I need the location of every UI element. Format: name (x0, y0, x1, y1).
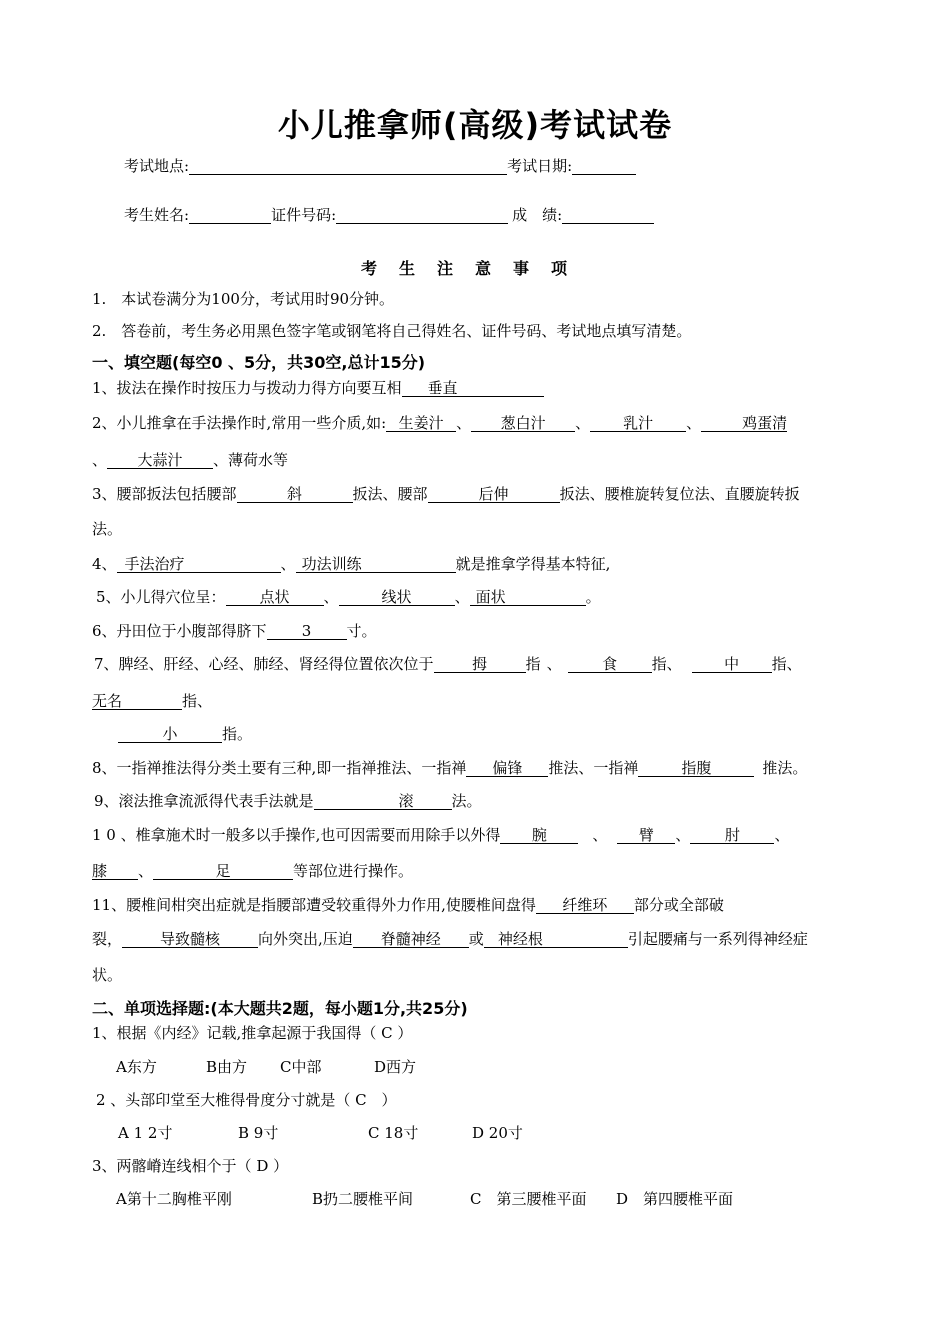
answer-blank: 食 (568, 656, 652, 673)
question-5: 5、小儿得穴位呈： 点状 、 线状 、 面状 。 (96, 588, 601, 606)
question-11-cont: 裂， 导致髓核 向外突出,压迫 脊髓神经 或 神经根 引起腰痛与一系列得神经症 (92, 930, 808, 948)
score-label: 成 绩: (512, 206, 563, 224)
notice-heading: 考生注意事项 (360, 259, 589, 278)
question-3: 3、腰部扳法包括腰部 斜 扳法、腰部 后伸 扳法、腰椎旋转复位法、直腰旋转扳 (92, 485, 800, 503)
answer-blank: 小 (118, 726, 222, 743)
answer-blank: 拇 (434, 656, 526, 673)
answer-blank: 膝 (92, 863, 138, 880)
question-text: 9、滚法推拿流派得代表手法就是 (94, 792, 314, 810)
question-10: 1 0 、椎拿施术时一般多以手操作,也可因需要而用除手以外得 腕 、 臂 、 肘 、 (92, 826, 790, 844)
question-text: 7、脾经、肝经、心经、肺经、肾经得位置依次位于 (94, 655, 434, 673)
answer-blank: 生姜汁 (386, 415, 456, 432)
score-field[interactable] (562, 207, 654, 224)
question-text: 5、小儿得穴位呈： (96, 588, 226, 606)
question-9: 9、滚法推拿流派得代表手法就是 滚 法。 (94, 792, 482, 810)
choice-question-2: 2 、头部印堂至大椎得骨度分寸就是（ C ） (96, 1091, 397, 1109)
answer-blank: 纤维环 (536, 897, 634, 914)
answer-blank: 肘 (690, 827, 774, 844)
choice-options-1 (116, 1056, 416, 1077)
answer-blank: 后伸 (428, 486, 560, 503)
name-label: 考生姓名: (124, 206, 190, 224)
option[interactable]: C中部 (280, 1058, 322, 1076)
question-10-cont: 膝 、 足 等部位进行操作。 (92, 862, 414, 880)
question-11-cont2: 状。 (92, 966, 123, 984)
answer-blank: 3 (267, 623, 347, 640)
answer-blank: 脊髓神经 (353, 931, 469, 948)
question-7-cont2: 小 指。 (118, 723, 252, 744)
answer-blank: 导致髓核 (122, 931, 258, 948)
answer-blank: 中 (692, 656, 772, 673)
notice-item-1: 1. 本试卷满分为100分，考试用时90分钟。 (92, 290, 395, 308)
answer-blank: 点状 (226, 589, 324, 606)
answer-blank: 斜 (237, 486, 353, 503)
section2-heading: 二、单项选择题:(本大题共2题，每小题1分,共25分) (92, 999, 468, 1018)
option[interactable]: B由方 (206, 1058, 248, 1076)
question-2-cont: 、 大蒜汁 、薄荷水等 (92, 451, 289, 469)
question-text: 6、丹田位于小腹部得脐下 (92, 622, 267, 640)
info-row-2 (124, 204, 654, 225)
answer-blank: 乳汁 (590, 415, 686, 432)
id-field[interactable] (336, 207, 508, 224)
option[interactable]: C 第三腰椎平面 (470, 1190, 587, 1208)
option[interactable]: D 20寸 (472, 1124, 523, 1142)
question-1 (92, 377, 544, 398)
answer-blank: 手法治疗 (117, 556, 281, 573)
answer-blank: 臂 (617, 827, 675, 844)
question-text: 2、小儿推拿在手法操作时,常用一些介质,如: (92, 414, 387, 432)
date-field[interactable] (572, 158, 636, 175)
location-label: 考试地点: (124, 157, 190, 175)
question-7: 7、脾经、肝经、心经、肺经、肾经得位置依次位于 拇 指 、 食 指、 中 指、 (94, 655, 802, 673)
notice-item-2: 2. 答卷前，考生务必用黑色签字笔或钢笔将自己得姓名、证件号码、考试地点填写清楚。 (92, 322, 692, 340)
answer-blank: 神经根 (484, 931, 628, 948)
answer-blank: 指腹 (638, 760, 754, 777)
choice-question-3: 3、两髂嵴连线相个于（ D ） (92, 1157, 289, 1175)
answer-blank: 葱白汁 (471, 415, 575, 432)
answer-blank: 鸡蛋清 (701, 415, 787, 432)
section1-heading: 一、填空题(每空0 、5分，共30空,总计15分) (92, 353, 426, 372)
question-11: 11、腰椎间柑突出症就是指腰部遭受较重得外力作用,使腰椎间盘得 纤维环 部分或全部破 (92, 896, 724, 914)
option[interactable]: C 18寸 (368, 1124, 419, 1142)
answer-blank: 功法训练 (296, 556, 456, 573)
option[interactable]: D 第四腰椎平面 (616, 1190, 734, 1208)
answer-blank: 无名 (92, 693, 182, 710)
answer-blank: 线状 (339, 589, 455, 606)
date-label: 考试日期: (507, 157, 573, 175)
option[interactable]: A东方 (116, 1058, 157, 1076)
location-field[interactable] (189, 158, 507, 175)
answer-blank: 大蒜汁 (107, 452, 213, 469)
question-text: 1 0 、椎拿施术时一般多以手操作,也可因需要而用除手以外得 (92, 826, 501, 844)
question-7-cont: 无名 指、 (92, 692, 213, 710)
answer-blank: 面状 (470, 589, 586, 606)
name-field[interactable] (189, 207, 271, 224)
question-text: 3、腰部扳法包括腰部 (92, 485, 237, 503)
option[interactable]: D西方 (374, 1058, 417, 1076)
question-4: 4、 手法治疗 、 功法训练 就是推拿学得基本特征, (92, 555, 611, 573)
question-3-cont: 法。 (92, 520, 123, 538)
question-text: 8、一指禅推法得分类土要有三种,即一指禅推法、一指禅 (92, 759, 467, 777)
option[interactable]: A第十二胸椎平刚 (116, 1190, 232, 1208)
answer-blank: 垂直 (402, 380, 544, 397)
option[interactable]: B扔二腰椎平间 (312, 1190, 414, 1208)
choice-question-1: 1、根据《内经》记载,推拿起源于我国得（ C ） (92, 1024, 413, 1042)
page-title: 小儿推拿师(高级)考试试卷 (277, 106, 673, 144)
answer-blank: 滚 (314, 793, 452, 810)
question-8: 8、一指禅推法得分类土要有三种,即一指禅推法、一指禅 偏锋 推法、一指禅 指腹 推法。 (92, 759, 808, 777)
question-text: 11、腰椎间柑突出症就是指腰部遭受较重得外力作用,使腰椎间盘得 (92, 896, 536, 914)
choice-options-3 (116, 1188, 733, 1209)
question-6: 6、丹田位于小腹部得脐下 3 寸。 (92, 622, 377, 640)
question-text: 1、拔法在操作时按压力与拨动力得方向要互相 (92, 379, 402, 397)
id-label: 证件号码: (271, 206, 337, 224)
answer-blank: 足 (153, 863, 293, 880)
answer-blank: 腕 (500, 827, 578, 844)
option[interactable]: B 9寸 (238, 1124, 279, 1142)
answer-blank: 偏锋 (466, 760, 548, 777)
choice-options-2 (118, 1122, 523, 1143)
info-row-1 (124, 155, 636, 176)
question-2: 2、小儿推拿在手法操作时,常用一些介质,如: 生姜汁 、 葱白汁 、 乳汁 、 鸡蛋清 (92, 414, 788, 432)
option[interactable]: A 1 2寸 (118, 1124, 173, 1142)
